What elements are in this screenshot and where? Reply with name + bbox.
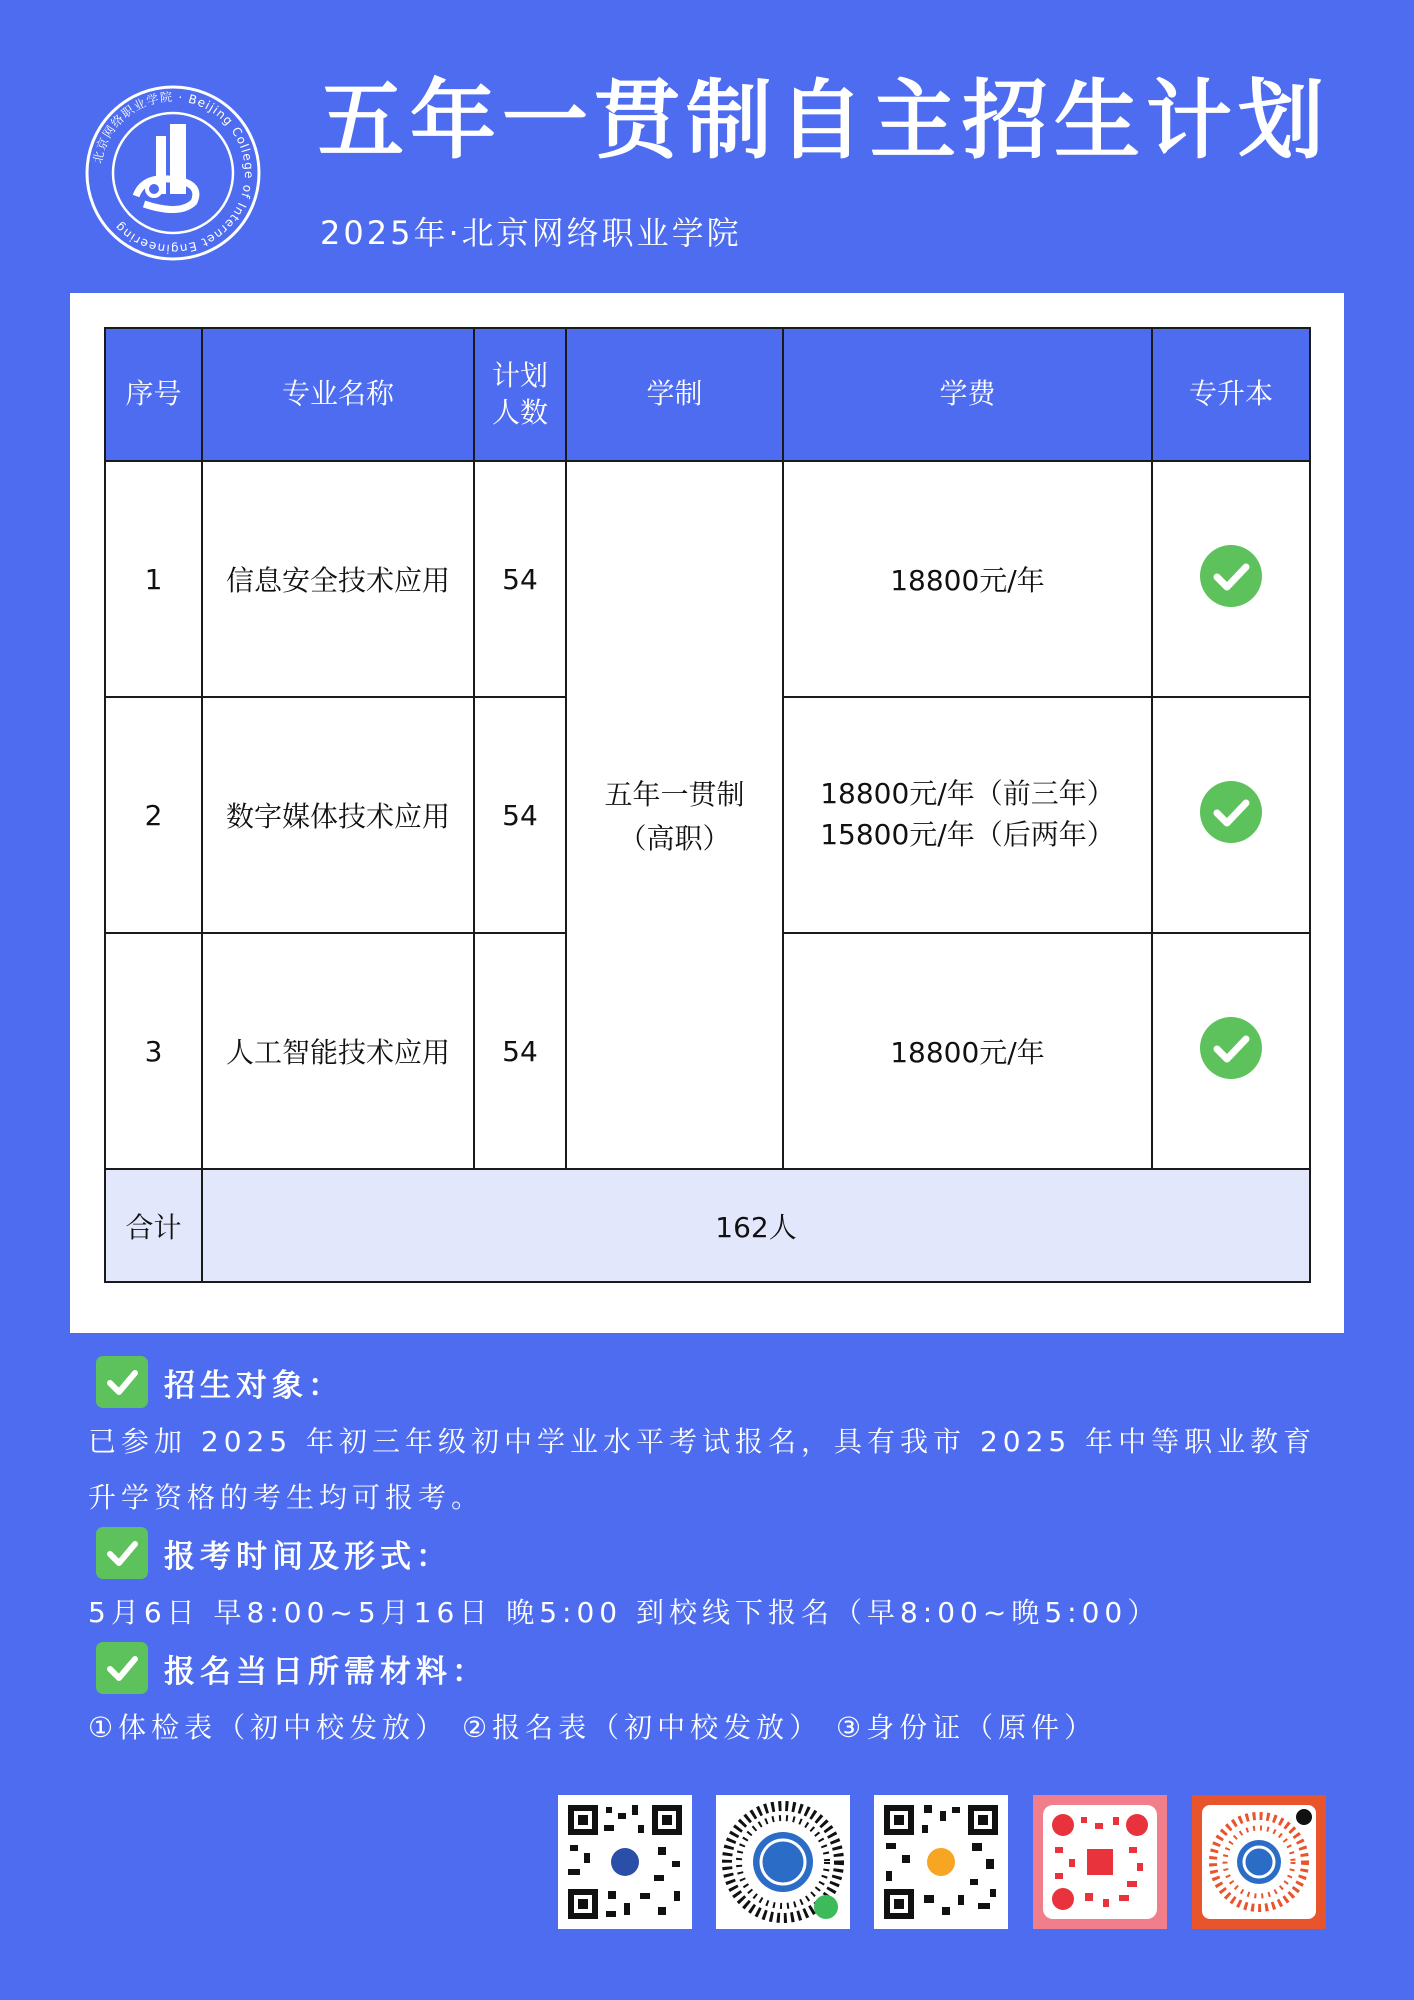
cell-system [566, 461, 783, 1169]
system-line1: 五年一贯制 [604, 778, 745, 811]
cell-index: 3 [105, 933, 202, 1169]
section-time-text: 5月6日 早8:00~5月16日 晚5:00 到校线下报名（早8:00~晚5:00） [88, 1596, 1161, 1629]
section-time-label: 报考时间及形式： [164, 1538, 452, 1575]
check-circle-icon [1200, 1017, 1262, 1079]
total-value: 162人 [202, 1169, 1310, 1282]
page-title: 五年一贯制自主招生计划 [318, 71, 1330, 171]
cell-tuition [783, 697, 1152, 933]
cell-upgrade [1152, 697, 1310, 933]
cell-major: 信息安全技术应用 [202, 461, 474, 697]
checkbox-icon [96, 1527, 148, 1579]
section-time [96, 1527, 452, 1579]
section-target-label: 招生对象： [164, 1367, 344, 1404]
section-target-text: 已参加 2025 年初三年级初中学业水平考试报名，具有我市 2025 年中等职业教育升学资格的考生均可报考。 [88, 1425, 1317, 1514]
checkbox-icon [96, 1356, 148, 1408]
cell-plan: 54 [474, 461, 566, 697]
mini-program-code-icon[interactable] [716, 1795, 850, 1929]
douyin-qr-icon[interactable] [1192, 1795, 1326, 1929]
section-target [96, 1356, 344, 1408]
xiaohongshu-qr-icon[interactable] [1033, 1795, 1167, 1929]
tuition-line1: 18800元/年 [890, 1036, 1045, 1069]
header-plan-line2: 人数 [491, 395, 548, 429]
header-plan-line1: 计划 [491, 359, 548, 393]
cell-plan: 54 [474, 697, 566, 933]
qr-code-icon[interactable] [558, 1795, 692, 1929]
checkbox-icon [96, 1642, 148, 1694]
tuition-line1: 18800元/年 [890, 564, 1045, 597]
cell-plan: 54 [474, 933, 566, 1169]
total-row [105, 1169, 1310, 1282]
page-subtitle: 2025年·北京网络职业学院 [320, 214, 742, 252]
cell-upgrade [1152, 933, 1310, 1169]
header-upgrade: 专升本 [1152, 328, 1310, 461]
section-materials-text: ①体检表（初中校发放） ②报名表（初中校发放） ③身份证（原件） [88, 1711, 1098, 1744]
check-circle-icon [1200, 545, 1262, 607]
svg-text:北京网络职业学院 · Beijing College of: 北京网络职业学院 · Beijing College of Internet Engineering [90, 89, 257, 257]
cell-index: 1 [105, 461, 202, 697]
cell-index: 2 [105, 697, 202, 933]
cell-major: 人工智能技术应用 [202, 933, 474, 1169]
enrollment-plan-table [104, 327, 1311, 1283]
tuition-line1: 18800元/年（前三年） [820, 777, 1115, 811]
header-system: 学制 [566, 328, 783, 461]
table-row [105, 461, 1310, 697]
header-index: 序号 [105, 328, 202, 461]
section-materials-label: 报名当日所需材料： [164, 1653, 488, 1690]
total-label: 合计 [105, 1169, 202, 1282]
cell-upgrade [1152, 461, 1310, 697]
tuition-line2: 15800元/年（后两年） [820, 818, 1115, 851]
section-materials [96, 1642, 488, 1694]
header-major: 专业名称 [202, 328, 474, 461]
check-circle-icon [1200, 781, 1262, 843]
qr-code-icon[interactable] [874, 1795, 1008, 1929]
cell-tuition [783, 933, 1152, 1169]
cell-major: 数字媒体技术应用 [202, 697, 474, 933]
cell-tuition [783, 461, 1152, 697]
header-plan [474, 328, 566, 461]
enrollment-table-card [70, 293, 1344, 1333]
header-tuition: 学费 [783, 328, 1152, 461]
college-logo [84, 84, 262, 262]
system-line2: （高职） [618, 822, 731, 855]
table-header-row [105, 328, 1310, 461]
